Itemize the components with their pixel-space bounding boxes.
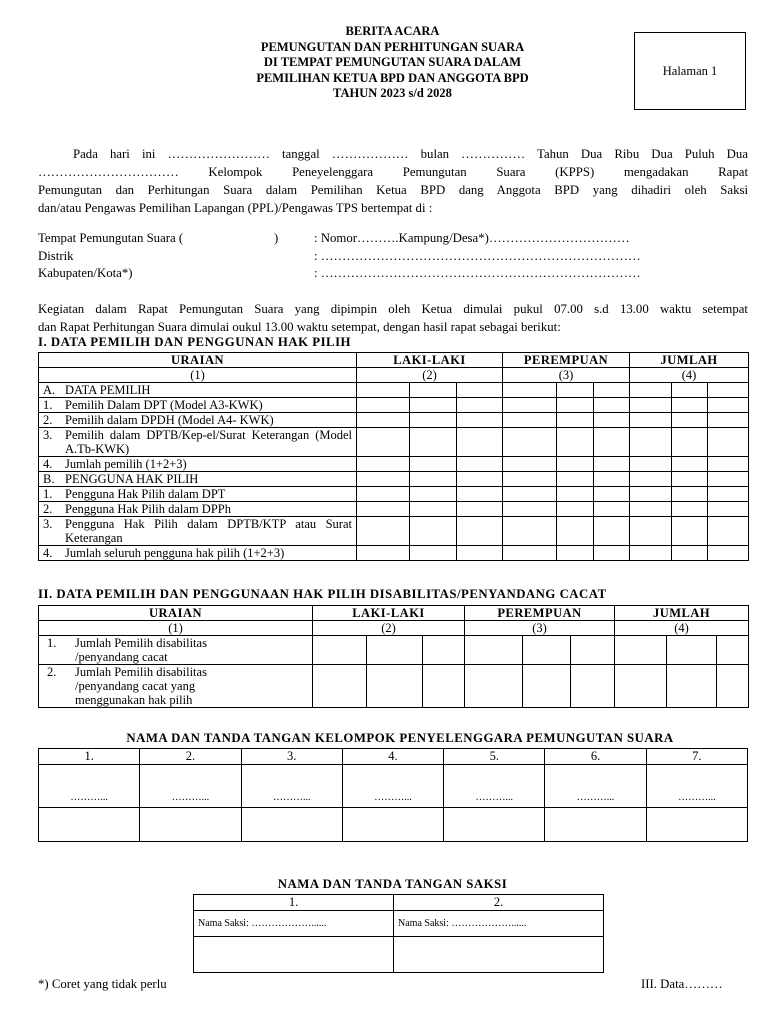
data-cell[interactable] (708, 502, 749, 517)
row-label: Jumlah Pemilih disabilitas /penyandang cacat (75, 636, 207, 664)
row-number: A. (43, 383, 56, 397)
distrik-value: : ………………………………………………………………… (314, 249, 641, 263)
row-label: Jumlah pemilih (1+2+3) (65, 457, 187, 471)
col-number: (1) (39, 621, 313, 636)
data-cell[interactable] (594, 487, 630, 502)
data-cell[interactable] (557, 546, 594, 561)
data-cell[interactable] (672, 487, 708, 502)
kpps-member-name-field[interactable]: ………... (342, 765, 443, 808)
col-header-laki: LAKI-LAKI (313, 606, 465, 621)
opening-line: dan/atau Pengawas Pemilihan Lapangan (PPL)/Pengawas TPS bertempat di : (38, 201, 433, 215)
kpps-signature-cell[interactable] (646, 808, 747, 842)
data-cell[interactable] (410, 546, 457, 561)
data-cell[interactable] (357, 398, 410, 413)
kegiatan-paragraph (38, 300, 748, 336)
table-row (39, 487, 749, 502)
table-row (39, 398, 749, 413)
data-cell[interactable] (708, 398, 749, 413)
row-number: 1. (43, 487, 53, 501)
data-cell[interactable] (571, 636, 615, 665)
row-description (39, 472, 357, 487)
data-cell[interactable] (630, 457, 672, 472)
data-cell[interactable] (630, 517, 672, 546)
kabupaten-label: Kabupaten/Kota*) (38, 266, 133, 280)
data-cell[interactable] (367, 665, 423, 708)
saksi-number: 1. (194, 895, 394, 911)
tps-value: : Nomor……….Kampung/Desa*)…………………………… (314, 231, 630, 245)
data-cell[interactable] (410, 457, 457, 472)
table-row (39, 636, 749, 665)
kpps-member-name-field[interactable]: ………... (39, 765, 140, 808)
data-cell[interactable] (465, 636, 523, 665)
data-cell[interactable] (630, 428, 672, 457)
data-cell[interactable] (503, 413, 557, 428)
col-number: (4) (630, 368, 749, 383)
row-label: Pemilih dalam DPDH (Model A4- KWK) (65, 413, 274, 427)
data-cell (672, 472, 708, 487)
data-cell[interactable] (557, 457, 594, 472)
col-header-perempuan: PEREMPUAN (465, 606, 615, 621)
data-cell[interactable] (717, 665, 749, 708)
page-number-box (634, 32, 746, 110)
data-cell[interactable] (594, 398, 630, 413)
data-cell[interactable] (667, 665, 717, 708)
title-line: DI TEMPAT PEMUNGUTAN SUARA DALAM (263, 55, 522, 69)
data-cell (708, 472, 749, 487)
kpps-signature-cell[interactable] (241, 808, 342, 842)
kabupaten-value: : ………………………………………………………………… (314, 266, 641, 280)
data-cell[interactable] (557, 398, 594, 413)
tps-label: Tempat Pemungutan Suara ( (38, 231, 184, 245)
data-cell[interactable] (357, 517, 410, 546)
title-line: PEMUNGUTAN DAN PERHITUNGAN SUARA (260, 39, 525, 54)
col-header-jumlah: JUMLAH (630, 353, 749, 368)
row-number: 2. (47, 665, 57, 679)
kpps-member-number: 6. (545, 749, 646, 765)
data-cell (457, 383, 503, 398)
data-cell[interactable] (313, 665, 367, 708)
data-cell[interactable] (457, 517, 503, 546)
data-cell[interactable] (503, 546, 557, 561)
data-cell[interactable] (708, 517, 749, 546)
data-cell (630, 383, 672, 398)
data-cell[interactable] (708, 428, 749, 457)
saksi-name-field[interactable]: Nama Saksi: ………………...... (194, 911, 394, 937)
data-cell[interactable] (423, 636, 465, 665)
data-cell[interactable] (594, 428, 630, 457)
opening-line: …………………………… Kelompok Peneyelenggara Pemungutan Suara (KPPS) mengadakan Rapat (38, 165, 748, 179)
saksi-signature-cell[interactable] (194, 937, 394, 973)
row-label: PENGGUNA HAK PILIH (65, 472, 199, 486)
data-cell[interactable] (630, 546, 672, 561)
data-cell[interactable] (630, 398, 672, 413)
data-cell (410, 383, 457, 398)
data-cell[interactable] (630, 487, 672, 502)
kpps-member-name-field[interactable]: ………... (646, 765, 747, 808)
table-row (39, 665, 749, 708)
data-cell[interactable] (457, 428, 503, 457)
col-header-laki: LAKI-LAKI (357, 353, 503, 368)
data-cell[interactable] (457, 457, 503, 472)
row-description (39, 383, 357, 398)
opening-line: Pemungutan dan Perhitungan Suara dalam Pemilihan Ketua BPD dang Anggota BPD yang dihadiri oleh Saksi (38, 183, 748, 197)
data-cell[interactable] (717, 636, 749, 665)
distrik-label: Distrik (38, 249, 74, 263)
data-cell[interactable] (410, 428, 457, 457)
data-cell[interactable] (503, 487, 557, 502)
data-cell[interactable] (367, 636, 423, 665)
data-cell (672, 383, 708, 398)
kpps-member-number: 1. (39, 749, 140, 765)
col-number: (2) (357, 368, 503, 383)
kpps-member-number: 5. (444, 749, 545, 765)
data-cell[interactable] (410, 517, 457, 546)
row-description (39, 546, 357, 561)
row-label: Pemilih Dalam DPT (Model A3-KWK) (65, 398, 263, 412)
data-cell[interactable] (708, 457, 749, 472)
data-cell[interactable] (457, 546, 503, 561)
data-cell[interactable] (313, 636, 367, 665)
opening-line: Pada hari ini …………………… tanggal ……………… bulan …………… Tahun Dua Ribu Dua Puluh Dua (73, 147, 748, 161)
section-2-title: II. DATA PEMILIH DAN PENGGUNAAN HAK PILIH DISABILITAS/PENYANDANG CACAT (38, 587, 607, 601)
title-line: PEMILIHAN KETUA BPD DAN ANGGOTA BPD (256, 70, 529, 85)
table-row (39, 413, 749, 428)
title-line: TAHUN 2023 s/d 2028 (333, 86, 452, 100)
data-cell[interactable] (630, 413, 672, 428)
data-cell[interactable] (672, 502, 708, 517)
data-cell[interactable] (410, 487, 457, 502)
kpps-member-name-field[interactable]: ………... (241, 765, 342, 808)
row-label: Pemilih dalam DPTB/Kep-el/Surat Keterangan (Model A.Tb-KWK) (65, 428, 352, 456)
data-cell[interactable] (672, 428, 708, 457)
data-cell[interactable] (423, 665, 465, 708)
col-number: (4) (615, 621, 749, 636)
data-cell[interactable] (357, 546, 410, 561)
data-cell (594, 472, 630, 487)
data-cell[interactable] (557, 517, 594, 546)
document-title (140, 24, 645, 102)
kpps-member-number: 4. (342, 749, 443, 765)
data-cell[interactable] (410, 502, 457, 517)
data-cell[interactable] (672, 413, 708, 428)
row-label: Jumlah seluruh pengguna hak pilih (1+2+3) (65, 546, 285, 560)
tps-close: ) (274, 231, 279, 245)
kpps-signature-table (38, 748, 748, 842)
data-cell[interactable] (594, 413, 630, 428)
data-cell[interactable] (708, 546, 749, 561)
data-cell[interactable] (503, 457, 557, 472)
data-cell[interactable] (667, 636, 717, 665)
section-1-title: I. DATA PEMILIH DAN PENGGUNAN HAK PILIH (38, 335, 352, 349)
data-cell[interactable] (630, 502, 672, 517)
kpps-member-number: 7. (646, 749, 747, 765)
row-description (39, 487, 357, 502)
data-cell (457, 472, 503, 487)
row-number: 1. (43, 398, 53, 412)
table-row (39, 472, 749, 487)
data-cell[interactable] (594, 457, 630, 472)
row-number: 2. (43, 502, 53, 516)
data-cell[interactable] (503, 502, 557, 517)
kpps-member-name-field[interactable]: ………... (140, 765, 241, 808)
data-cell[interactable] (708, 487, 749, 502)
kpps-signature-cell[interactable] (39, 808, 140, 842)
data-cell[interactable] (571, 665, 615, 708)
data-cell[interactable] (457, 413, 503, 428)
data-cell[interactable] (557, 428, 594, 457)
data-cell[interactable] (672, 517, 708, 546)
col-number: (3) (503, 368, 630, 383)
data-cell[interactable] (503, 517, 557, 546)
data-cell[interactable] (357, 413, 410, 428)
row-number: 3. (43, 517, 53, 531)
row-description (39, 428, 357, 457)
data-cell (630, 472, 672, 487)
kpps-member-number: 2. (140, 749, 241, 765)
row-description (39, 665, 313, 708)
col-header-uraian: URAIAN (39, 606, 313, 621)
kpps-member-name-field[interactable]: ………... (444, 765, 545, 808)
data-cell (594, 383, 630, 398)
kpps-member-number: 3. (241, 749, 342, 765)
data-cell[interactable] (594, 546, 630, 561)
data-cell[interactable] (503, 398, 557, 413)
data-cell[interactable] (672, 546, 708, 561)
row-label: Pengguna Hak Pilih dalam DPPh (65, 502, 231, 516)
kpps-signature-cell[interactable] (342, 808, 443, 842)
saksi-number: 2. (394, 895, 604, 911)
table-row (39, 546, 749, 561)
data-cell[interactable] (357, 487, 410, 502)
data-cell[interactable] (410, 413, 457, 428)
col-header-jumlah: JUMLAH (615, 606, 749, 621)
data-cell (557, 383, 594, 398)
saksi-signature-cell[interactable] (394, 937, 604, 973)
saksi-title: NAMA DAN TANDA TANGAN SAKSI (277, 877, 508, 891)
data-cell[interactable] (615, 636, 667, 665)
row-label: Pengguna Hak Pilih dalam DPT (65, 487, 226, 501)
opening-paragraph (38, 145, 748, 217)
row-number: 1. (47, 636, 57, 650)
data-cell (503, 472, 557, 487)
footnote: *) Coret yang tidak perlu (38, 977, 167, 991)
title-line: BERITA ACARA (345, 24, 440, 38)
row-number: 2. (43, 413, 53, 427)
kpps-title: NAMA DAN TANDA TANGAN KELOMPOK PENYELENGGARA PEMUNGUTAN SUARA (126, 731, 674, 745)
saksi-signature-table (193, 894, 604, 973)
data-cell[interactable] (523, 636, 571, 665)
page-number: Halaman 1 (662, 63, 718, 78)
voter-data-table (38, 352, 749, 561)
data-cell[interactable] (594, 517, 630, 546)
row-description (39, 398, 357, 413)
data-cell[interactable] (457, 398, 503, 413)
row-description (39, 413, 357, 428)
data-cell[interactable] (410, 398, 457, 413)
row-description (39, 502, 357, 517)
data-cell[interactable] (672, 398, 708, 413)
table-row (39, 428, 749, 457)
data-cell[interactable] (708, 413, 749, 428)
data-cell (503, 383, 557, 398)
kpps-signature-cell[interactable] (545, 808, 646, 842)
row-number: 3. (43, 428, 53, 442)
kegiatan-line: Kegiatan dalam Rapat Pemungutan Suara yang dipimpin oleh Ketua dimulai pukul 07.00 s.d 13.00 waktu setempat (38, 302, 748, 316)
data-cell[interactable] (557, 502, 594, 517)
row-number: 4. (43, 546, 53, 560)
table-row (39, 502, 749, 517)
data-cell[interactable] (357, 428, 410, 457)
kpps-member-name-field[interactable]: ………... (545, 765, 646, 808)
data-cell (557, 472, 594, 487)
data-cell (357, 472, 410, 487)
data-cell[interactable] (503, 428, 557, 457)
row-label: Jumlah Pemilih disabilitas /penyandang cacat yang menggunakan hak pilih (75, 665, 207, 707)
data-cell[interactable] (457, 502, 503, 517)
disability-data-table (38, 605, 749, 708)
kpps-signature-cell[interactable] (140, 808, 241, 842)
data-cell[interactable] (357, 457, 410, 472)
col-number: (3) (465, 621, 615, 636)
data-cell[interactable] (465, 665, 523, 708)
row-description (39, 457, 357, 472)
saksi-name-field[interactable]: Nama Saksi: ………………...... (394, 911, 604, 937)
data-cell[interactable] (615, 665, 667, 708)
data-cell[interactable] (457, 487, 503, 502)
col-number: (1) (39, 368, 357, 383)
row-number: B. (43, 472, 55, 486)
row-number: 4. (43, 457, 53, 471)
row-label: Pengguna Hak Pilih dalam DPTB/KTP atau Surat Keterangan (65, 517, 352, 545)
continuation-marker: III. Data……… (641, 977, 723, 991)
data-cell[interactable] (594, 502, 630, 517)
col-number: (2) (313, 621, 465, 636)
kpps-signature-cell[interactable] (444, 808, 545, 842)
data-cell (410, 472, 457, 487)
data-cell (708, 383, 749, 398)
col-header-uraian: URAIAN (39, 353, 357, 368)
data-cell[interactable] (523, 665, 571, 708)
row-description (39, 517, 357, 546)
data-cell[interactable] (557, 413, 594, 428)
col-header-perempuan: PEREMPUAN (503, 353, 630, 368)
row-description (39, 636, 313, 665)
table-row (39, 517, 749, 546)
row-label: DATA PEMILIH (65, 383, 151, 397)
table-row (39, 383, 749, 398)
table-row (39, 457, 749, 472)
data-cell (357, 383, 410, 398)
data-cell[interactable] (557, 487, 594, 502)
data-cell[interactable] (357, 502, 410, 517)
data-cell[interactable] (672, 457, 708, 472)
kegiatan-line: dan Rapat Perhitungan Suara dimulai oukul 13.00 waktu setempat, dengan hasil rapat sebagai berikut: (38, 320, 561, 334)
